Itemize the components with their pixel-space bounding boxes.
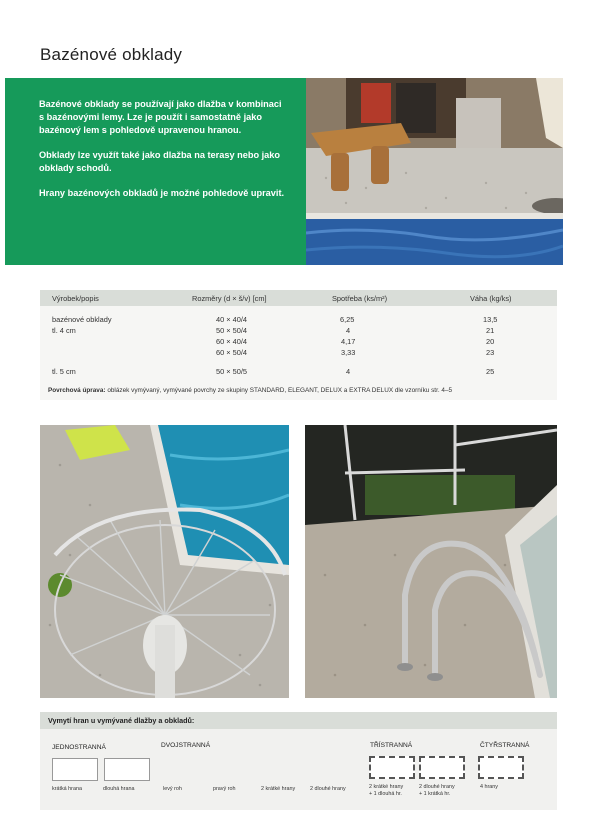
- row-desc: tl. 5 cm: [52, 367, 76, 376]
- cell-usage: 4,17: [341, 337, 356, 346]
- col-header-dimensions: Rozměry (d × š/v) [cm]: [192, 293, 267, 303]
- cell-dimension: 60 × 50/4: [216, 348, 248, 357]
- edge-label: krátká hrana: [52, 786, 82, 792]
- cell-usage: 4: [346, 367, 351, 376]
- edge-sample-box: [419, 756, 465, 779]
- pool-ladder-photo: [305, 425, 557, 698]
- terrace-pool-photo: [306, 78, 563, 265]
- cell-dimension: 50 × 50/5: [216, 367, 248, 376]
- edge-sample-box: [52, 758, 98, 781]
- group-one-sided: JEDNOSTRANNÁ: [52, 744, 106, 751]
- intro-paragraph-2: Obklady lze využít také jako dlažba na terasy nebo jako obklady schodů.: [39, 150, 281, 173]
- row-desc: tl. 4 cm: [52, 326, 76, 335]
- product-table: [40, 290, 557, 400]
- edge-label: 4 hrany: [480, 784, 498, 790]
- col-header-product: Výrobek/popis: [52, 293, 99, 303]
- edge-label: 2 krátké hrany: [261, 786, 296, 792]
- cell-dimension: 50 × 50/4: [216, 326, 248, 335]
- edge-label: dlouhá hrana: [103, 786, 135, 792]
- cell-weight: 21: [486, 326, 495, 335]
- row-desc: bazénové obklady: [52, 315, 112, 324]
- group-two-sided: DVOJSTRANNÁ: [161, 742, 211, 749]
- cell-dimension: 60 × 40/4: [216, 337, 248, 346]
- surface-note-text: oblázek vymývaný, vymývané povrchy ze skupiny STANDARD, ELEGANT, DELUX a EXTRA DELUX dle vzorníku str. 4–5: [105, 387, 453, 394]
- cell-usage: 4: [346, 326, 351, 335]
- table-header-row: [40, 290, 557, 306]
- col-header-usage: Spotřeba (ks/m²): [332, 293, 388, 303]
- edge-sample-box: [104, 758, 150, 781]
- page-title: Bazénové obklady: [40, 45, 183, 64]
- intro-paragraph-3: Hrany bazénových obkladů je možné pohledově upravit.: [39, 188, 285, 198]
- spiral-stair-photo: [40, 425, 289, 698]
- cell-usage: 6,25: [340, 315, 355, 324]
- cell-weight: 13,5: [483, 315, 498, 324]
- edge-label: 2 dlouhé hrany + 1 krátká hr.: [419, 784, 455, 797]
- group-three-sided: TŘÍSTRANNÁ: [370, 742, 413, 749]
- edge-label: levý roh: [163, 786, 182, 792]
- surface-note: [48, 387, 452, 394]
- edge-label: pravý roh: [213, 786, 236, 792]
- edge-sample-box: [369, 756, 415, 779]
- cell-weight: 25: [486, 367, 495, 376]
- group-four-sided: ČTYŘSTRANNÁ: [480, 742, 530, 749]
- edge-sample-box: [478, 756, 524, 779]
- cell-weight: 20: [486, 337, 495, 346]
- col-header-weight: Váha (kg/ks): [470, 293, 512, 303]
- edge-washing-panel: [40, 712, 557, 810]
- cell-dimension: 40 × 40/4: [216, 315, 248, 324]
- edge-label: 2 krátké hrany + 1 dlouhá hr.: [369, 784, 404, 797]
- intro-paragraph-1: Bazénové obklady se používají jako dlažba v kombinaci s bazénovými lemy. Lze je použít i samostatně jako bazénový lem s pohledově upravenou hranou.: [39, 99, 282, 135]
- cell-weight: 23: [486, 348, 495, 357]
- surface-note-label: Povrchová úprava:: [48, 387, 106, 394]
- cell-usage: 3,33: [341, 348, 356, 357]
- edge-label: 2 dlouhé hrany: [310, 786, 346, 792]
- intro-panel: [5, 78, 306, 265]
- edges-title: Vymytí hran u vymývané dlažby a obkladů:: [40, 712, 557, 729]
